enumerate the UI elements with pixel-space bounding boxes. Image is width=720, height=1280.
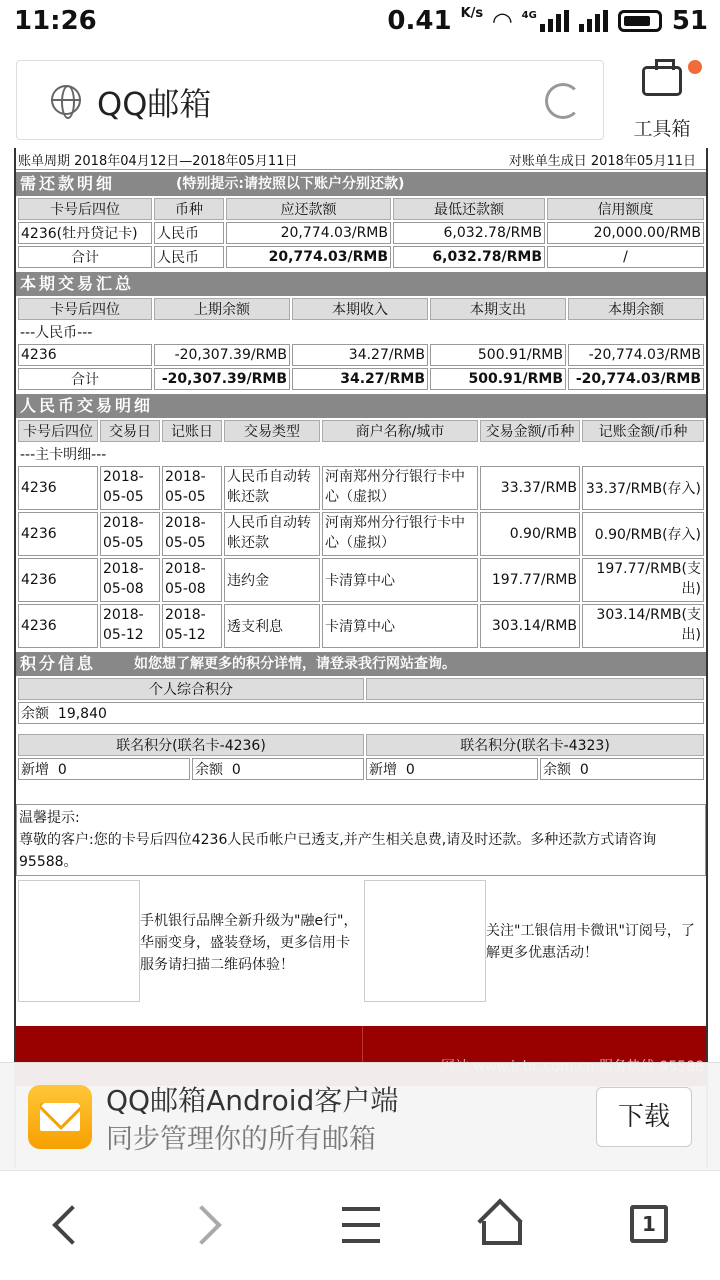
table-cell: 500.91/RMB (430, 368, 566, 390)
cell-signal-icon-2 (579, 10, 608, 32)
section-points-title: 积分信息 如您想了解更多的积分详情，请登录我行网站查询。 (16, 652, 706, 676)
table-cell: 197.77/RMB (480, 558, 580, 602)
table-cell: 余额 0 (540, 758, 704, 780)
table-cell: 2018-05-12 (162, 604, 222, 648)
status-time: 11:26 (14, 6, 97, 36)
back-arrow-icon (52, 1205, 92, 1245)
table-cell: 2018-05-12 (100, 604, 160, 648)
table-cell: -20,307.39/RMB (154, 344, 290, 366)
table-cell: 2018-05-05 (162, 466, 222, 510)
table-cell: 34.27/RMB (292, 368, 428, 390)
table-cell: 4236 (18, 466, 98, 510)
repay-header: 信用额度 (547, 198, 704, 220)
repay-header: 币种 (154, 198, 224, 220)
detail-header: 卡号后四位 (18, 420, 98, 442)
table-cell: 人民币 (154, 246, 224, 268)
table-row-total (18, 368, 704, 390)
table-cell: 卡清算中心 (322, 604, 478, 648)
address-bar[interactable] (16, 60, 604, 140)
battery-icon (618, 10, 662, 32)
detail-header: 记账金额/币种 (582, 420, 704, 442)
table-cell: 303.14/RMB (480, 604, 580, 648)
table-cell: 0.90/RMB(存入) (582, 512, 704, 556)
table-cell: 透支利息 (224, 604, 320, 648)
table-cell: 4236(牡丹贷记卡) (18, 222, 152, 244)
toolbox-icon (642, 66, 682, 96)
main-card-label: ---主卡明细--- (20, 447, 107, 463)
wifi-icon: ◠ (493, 7, 512, 35)
currency-label: ---人民币--- (20, 325, 93, 341)
banner-title: QQ邮箱Android客户端 (106, 1084, 399, 1117)
app-download-banner[interactable] (0, 1062, 720, 1170)
points-table (16, 676, 706, 782)
table-cell: 4236 (18, 512, 98, 556)
table-cell: 2018-05-05 (100, 512, 160, 556)
repay-header: 最低还款额 (393, 198, 545, 220)
table-cell: 2018-05-05 (100, 466, 160, 510)
notification-dot (688, 60, 702, 74)
summary-header: 本期支出 (430, 298, 566, 320)
globe-icon (51, 85, 81, 115)
qr-code-image (364, 880, 486, 1002)
browser-toolbar (0, 46, 720, 156)
promo-text-left: 手机银行品牌全新升级为"融e行"，华丽变身，盛装登场，更多信用卡服务请扫描二维码体验！ (140, 913, 358, 973)
email-body (14, 148, 708, 1168)
statement-date: 对账单生成日 2018年05月11日 (508, 154, 696, 169)
table-cell: 0.90/RMB (480, 512, 580, 556)
summary-header: 卡号后四位 (18, 298, 152, 320)
promo-area (16, 880, 706, 1010)
page-title: QQ邮箱 (97, 85, 212, 123)
tip-title: 温馨提示: (19, 810, 80, 826)
repay-table (16, 196, 706, 270)
detail-header: 交易金额/币种 (480, 420, 580, 442)
points-header-empty (366, 678, 704, 700)
repay-header: 卡号后四位 (18, 198, 152, 220)
table-cell: 500.91/RMB (430, 344, 566, 366)
billing-period: 账单周期 2018年04月12日—2018年05月11日 (18, 154, 298, 169)
table-cell: 20,774.03/RMB (226, 246, 391, 268)
warm-tip (16, 804, 706, 876)
detail-header: 交易类型 (224, 420, 320, 442)
table-row-total (18, 246, 704, 268)
forward-arrow-icon (182, 1205, 222, 1245)
table-cell: 2018-05-08 (162, 558, 222, 602)
table-cell: 卡清算中心 (322, 558, 478, 602)
tabs-button[interactable] (604, 1171, 694, 1280)
table-row (18, 558, 704, 602)
section-repay-title: 需还款明细 (特别提示:请按照以下账户分别还款) (16, 172, 706, 196)
toolbox-label: 工具箱 (633, 118, 691, 140)
table-cell: 人民币自动转帐还款 (224, 512, 320, 556)
table-row (18, 604, 704, 648)
toolbox-button[interactable] (622, 56, 712, 146)
network-speed: 0.41 (387, 6, 452, 36)
table-row (18, 222, 704, 244)
table-cell: 33.37/RMB(存入) (582, 466, 704, 510)
status-bar (0, 0, 720, 46)
table-cell: 4236 (18, 558, 98, 602)
table-cell: 34.27/RMB (292, 344, 428, 366)
back-button[interactable] (22, 1171, 112, 1280)
table-cell: 新增 0 (18, 758, 190, 780)
battery-level: 51 (671, 6, 708, 36)
table-row (18, 758, 704, 780)
tip-body: 尊敬的客户:您的卡号后四位4236人民币帐户已透支,并产生相关息费,请及时还款。多种还款方式请咨询95588。 (19, 832, 657, 870)
table-cell: 新增 0 (366, 758, 538, 780)
table-cell: 2018-05-05 (162, 512, 222, 556)
bottom-navigation (0, 1170, 720, 1280)
reload-icon[interactable] (545, 83, 581, 119)
download-button[interactable]: 下载 (596, 1087, 692, 1147)
qr-code-image (18, 880, 140, 1002)
table-cell: 20,000.00/RMB (547, 222, 704, 244)
points-header: 个人综合积分 (18, 678, 364, 700)
table-cell: 违约金 (224, 558, 320, 602)
table-cell: 合计 (18, 368, 152, 390)
promo-text-right: 关注"工银信用卡微讯"订阅号，了解更多优惠活动！ (486, 923, 695, 961)
table-cell: -20,774.03/RMB (568, 368, 704, 390)
table-cell: 33.37/RMB (480, 466, 580, 510)
section-detail-title: 人民币交易明细 (16, 394, 706, 418)
summary-header: 上期余额 (154, 298, 290, 320)
home-button[interactable] (460, 1171, 550, 1280)
banner-subtitle: 同步管理你的所有邮箱 (106, 1124, 376, 1155)
cell-signal-icon: 4G (522, 10, 569, 32)
table-cell: 303.14/RMB(支出) (582, 604, 704, 648)
network-speed-unit: K/s (460, 6, 484, 21)
table-cell: -20,774.03/RMB (568, 344, 704, 366)
detail-header: 商户名称/城市 (322, 420, 478, 442)
table-cell: 20,774.03/RMB (226, 222, 391, 244)
points-balance: 余额 19,840 (18, 702, 704, 724)
summary-header: 本期收入 (292, 298, 428, 320)
table-cell: 4236 (18, 344, 152, 366)
table-cell: 河南郑州分行银行卡中心（虚拟） (322, 466, 478, 510)
detail-table (16, 418, 706, 650)
table-row (18, 512, 704, 556)
table-cell: 4236 (18, 604, 98, 648)
mail-app-icon (28, 1085, 92, 1149)
table-cell: 6,032.78/RMB (393, 222, 545, 244)
table-row (18, 344, 704, 366)
table-cell: -20,307.39/RMB (154, 368, 290, 390)
table-row (18, 466, 704, 510)
repay-header: 应还款额 (226, 198, 391, 220)
table-cell: 人民币 (154, 222, 224, 244)
table-row (18, 702, 704, 724)
joint-points-header: 联名积分(联名卡-4236) (18, 734, 364, 756)
billing-period-row (16, 148, 706, 170)
tabs-count: 1 (630, 1205, 668, 1243)
menu-button[interactable] (316, 1171, 406, 1280)
joint-points-header: 联名积分(联名卡-4323) (366, 734, 704, 756)
repay-note: (特别提示:请按照以下账户分别还款) (176, 176, 405, 192)
table-cell: 人民币自动转帐还款 (224, 466, 320, 510)
table-cell: / (547, 246, 704, 268)
table-cell: 余额 0 (192, 758, 364, 780)
table-cell: 合计 (18, 246, 152, 268)
detail-header: 交易日 (100, 420, 160, 442)
summary-table (16, 296, 706, 392)
summary-header: 本期余额 (568, 298, 704, 320)
forward-button[interactable] (166, 1171, 256, 1280)
section-summary-title: 本期交易汇总 (16, 272, 706, 296)
table-cell: 197.77/RMB(支出) (582, 558, 704, 602)
table-cell: 2018-05-08 (100, 558, 160, 602)
table-cell: 6,032.78/RMB (393, 246, 545, 268)
table-cell: 河南郑州分行银行卡中心（虚拟） (322, 512, 478, 556)
detail-header: 记账日 (162, 420, 222, 442)
points-note: 如您想了解更多的积分详情，请登录我行网站查询。 (134, 656, 456, 672)
